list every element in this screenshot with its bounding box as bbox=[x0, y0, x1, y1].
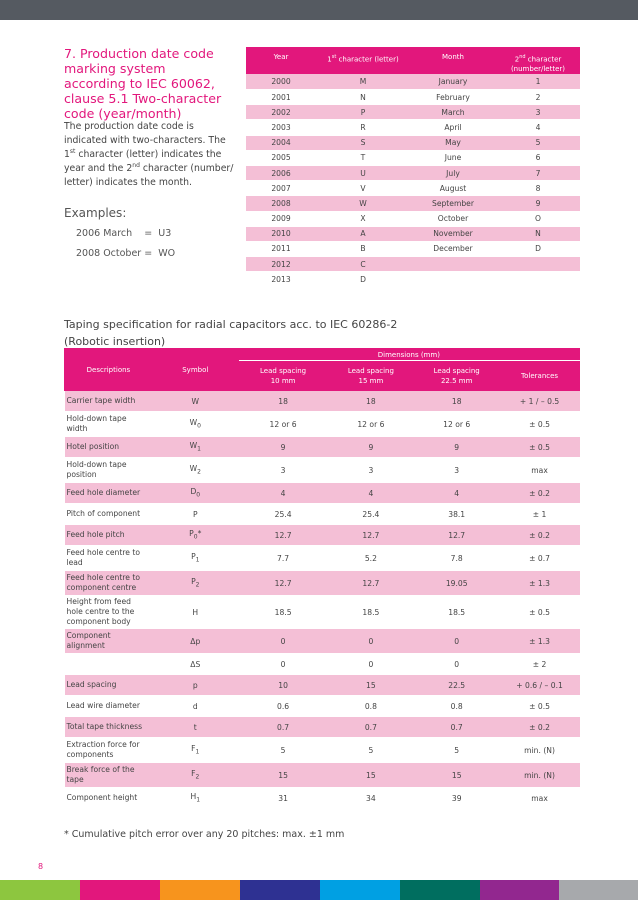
cell-year: 2003 bbox=[246, 120, 316, 135]
cell-lead-22-5: 3 bbox=[414, 458, 500, 483]
col-header-year: Year bbox=[246, 47, 316, 74]
cell-lead-22-5: 9 bbox=[414, 437, 500, 458]
cell-description bbox=[65, 654, 153, 675]
text: 10 mm bbox=[270, 376, 296, 385]
table-row bbox=[246, 135, 580, 150]
cell-lead-10: 12.7 bbox=[238, 525, 328, 546]
cell-second-character: 3 bbox=[496, 105, 580, 120]
footer-color-block bbox=[160, 880, 240, 900]
table-row bbox=[246, 150, 580, 165]
col-header-lead-15 bbox=[328, 361, 414, 391]
cell-lead-22-5: 12.7 bbox=[414, 525, 500, 546]
taping-spec-body bbox=[65, 391, 580, 809]
cell-symbol bbox=[152, 437, 238, 458]
cell-description: Component height bbox=[65, 788, 153, 809]
footer-color-block bbox=[0, 880, 80, 900]
cell-first-character: V bbox=[316, 181, 410, 196]
cell-description: Height from feed hole centre to the component body bbox=[65, 596, 153, 629]
cell-lead-10: 0.6 bbox=[238, 696, 328, 717]
cell-lead-22-5: 19.05 bbox=[414, 571, 500, 596]
cell-lead-22-5: 5 bbox=[414, 738, 500, 763]
cell-lead-15: 9 bbox=[328, 437, 414, 458]
cell-lead-22-5: 0.8 bbox=[414, 696, 500, 717]
col-header-second-character bbox=[496, 47, 580, 74]
cell-year: 2005 bbox=[246, 150, 316, 165]
cell-lead-15: 25.4 bbox=[328, 504, 414, 525]
cell-lead-10: 0 bbox=[238, 654, 328, 675]
heading-line: according to IEC 60062, bbox=[64, 76, 215, 91]
cell-first-character: X bbox=[316, 211, 410, 226]
examples-title: Examples: bbox=[64, 206, 127, 220]
table-row bbox=[65, 654, 580, 675]
cell-lead-15: 15 bbox=[328, 763, 414, 788]
heading-line: clause 5.1 Two-character bbox=[64, 91, 222, 106]
table-row bbox=[246, 211, 580, 226]
cell-first-character: C bbox=[316, 257, 410, 272]
cell-year: 2008 bbox=[246, 196, 316, 211]
cell-symbol bbox=[152, 629, 238, 654]
cell-month bbox=[410, 257, 496, 272]
table-row bbox=[246, 105, 580, 120]
cell-year: 2007 bbox=[246, 181, 316, 196]
cell-tolerance: ± 0.5 bbox=[500, 696, 580, 717]
cell-tolerance: ± 0.2 bbox=[500, 483, 580, 504]
symbol-text: W bbox=[191, 396, 200, 406]
col-header-dimensions: Dimensions (mm) bbox=[238, 349, 579, 361]
cell-year: 2011 bbox=[246, 241, 316, 256]
table-row bbox=[65, 717, 580, 738]
text: Lead spacing bbox=[347, 366, 394, 375]
cell-lead-15: 12.7 bbox=[328, 525, 414, 546]
cell-symbol bbox=[152, 546, 238, 571]
symbol-text: H bbox=[190, 792, 197, 802]
cell-lead-10: 18.5 bbox=[238, 596, 328, 629]
footer-color-block bbox=[559, 880, 638, 900]
table-row bbox=[65, 546, 580, 571]
cell-first-character: P bbox=[316, 105, 410, 120]
table-row bbox=[65, 675, 580, 696]
date-code-table bbox=[246, 47, 580, 287]
cell-year: 2001 bbox=[246, 90, 316, 105]
cell-tolerance: min. (N) bbox=[500, 738, 580, 763]
cell-month: July bbox=[410, 165, 496, 180]
symbol-text: H bbox=[192, 607, 199, 617]
cell-symbol bbox=[152, 763, 238, 788]
cell-lead-22-5: 18.5 bbox=[414, 596, 500, 629]
footer-color-block bbox=[240, 880, 320, 900]
cell-tolerance: ± 0.5 bbox=[500, 412, 580, 437]
cell-symbol bbox=[152, 571, 238, 596]
cell-lead-22-5: 18 bbox=[414, 391, 500, 412]
symbol-text: P bbox=[189, 529, 194, 539]
col-header-symbol: Symbol bbox=[152, 349, 238, 391]
heading-line: code (year/month) bbox=[64, 106, 182, 121]
cell-year: 2004 bbox=[246, 135, 316, 150]
table-row bbox=[65, 763, 580, 788]
table-header-row bbox=[65, 349, 580, 361]
cell-first-character: W bbox=[316, 196, 410, 211]
cell-month bbox=[410, 272, 496, 287]
symbol-text: d bbox=[192, 701, 198, 711]
cell-symbol bbox=[152, 458, 238, 483]
cell-description: Pitch of component bbox=[65, 504, 153, 525]
cell-second-character bbox=[496, 272, 580, 287]
cell-year: 2006 bbox=[246, 165, 316, 180]
table-row bbox=[246, 226, 580, 241]
cell-lead-15: 0.8 bbox=[328, 696, 414, 717]
cell-lead-22-5: 0 bbox=[414, 629, 500, 654]
cell-tolerance: + 0.6 / – 0.1 bbox=[500, 675, 580, 696]
cell-lead-22-5: 12 or 6 bbox=[414, 412, 500, 437]
cell-lead-22-5: 39 bbox=[414, 788, 500, 809]
text: 2 bbox=[514, 55, 520, 64]
cell-lead-15: 12 or 6 bbox=[328, 412, 414, 437]
cell-lead-22-5: 22.5 bbox=[414, 675, 500, 696]
top-bar bbox=[0, 0, 638, 20]
table-header-row bbox=[246, 47, 580, 74]
cell-tolerance: ± 0.5 bbox=[500, 596, 580, 629]
cell-first-character: A bbox=[316, 226, 410, 241]
cell-lead-22-5: 38.1 bbox=[414, 504, 500, 525]
example-row: 2008 October = WO bbox=[76, 248, 176, 259]
col-header-first-character bbox=[316, 47, 410, 74]
cell-symbol bbox=[152, 412, 238, 437]
cell-year: 2002 bbox=[246, 105, 316, 120]
taping-title-line: Taping specification for radial capacitors acc. to IEC 60286-2 bbox=[64, 318, 398, 331]
symbol-text: D bbox=[190, 487, 197, 497]
cell-tolerance: ± 2 bbox=[500, 654, 580, 675]
taping-spec-table bbox=[64, 348, 580, 809]
cell-description: Feed hole centre to lead bbox=[65, 546, 153, 571]
description-line bbox=[64, 148, 236, 162]
table-row bbox=[65, 629, 580, 654]
cell-second-character: 7 bbox=[496, 165, 580, 180]
footer-color-block bbox=[400, 880, 480, 900]
symbol-subscript: 2 bbox=[195, 581, 200, 589]
cell-tolerance: min. (N) bbox=[500, 763, 580, 788]
cell-description: Feed hole diameter bbox=[65, 483, 153, 504]
symbol-subscript: 1 bbox=[195, 556, 200, 564]
superscript: nd bbox=[519, 54, 526, 60]
table-row bbox=[65, 458, 580, 483]
text: year and the 2 bbox=[64, 163, 133, 174]
description-paragraph bbox=[64, 120, 236, 190]
heading-line: 7. Production date code bbox=[64, 46, 214, 61]
cell-symbol bbox=[152, 788, 238, 809]
cell-second-character: N bbox=[496, 226, 580, 241]
cell-tolerance: ± 1.3 bbox=[500, 571, 580, 596]
superscript: st bbox=[331, 54, 337, 60]
cell-lead-10: 12 or 6 bbox=[238, 412, 328, 437]
symbol-text: W bbox=[189, 418, 198, 428]
symbol-subscript: 1 bbox=[197, 445, 201, 453]
cell-lead-10: 9 bbox=[238, 437, 328, 458]
cell-lead-22-5: 7.8 bbox=[414, 546, 500, 571]
symbol-text: t bbox=[193, 722, 197, 732]
section-heading bbox=[64, 46, 244, 121]
text: character (letter) bbox=[336, 55, 399, 64]
table-row bbox=[65, 571, 580, 596]
cell-symbol bbox=[152, 504, 238, 525]
text: 1 bbox=[327, 55, 332, 64]
cell-tolerance: ± 1.3 bbox=[500, 629, 580, 654]
symbol-text: Δp bbox=[190, 636, 201, 646]
cell-year: 2013 bbox=[246, 272, 316, 287]
cell-first-character: M bbox=[316, 74, 410, 89]
text: 22.5 mm bbox=[440, 376, 473, 385]
cell-second-character: O bbox=[496, 211, 580, 226]
table-row bbox=[65, 391, 580, 412]
cell-lead-22-5: 0.7 bbox=[414, 717, 500, 738]
cell-second-character: 1 bbox=[496, 74, 580, 89]
symbol-text: F bbox=[191, 744, 196, 754]
table-row bbox=[65, 437, 580, 458]
cell-description: Carrier tape width bbox=[65, 391, 153, 412]
cell-lead-10: 18 bbox=[238, 391, 328, 412]
symbol-suffix: * bbox=[197, 529, 202, 539]
cell-month: September bbox=[410, 196, 496, 211]
date-code-body bbox=[246, 74, 580, 287]
cell-second-character: 8 bbox=[496, 181, 580, 196]
footer-color-block bbox=[480, 880, 559, 900]
table-row bbox=[246, 257, 580, 272]
cell-tolerance: ± 0.7 bbox=[500, 546, 580, 571]
cell-tolerance: max bbox=[500, 458, 580, 483]
cell-symbol bbox=[152, 654, 238, 675]
col-header-descriptions: Descriptions bbox=[65, 349, 153, 391]
symbol-subscript: 2 bbox=[195, 773, 200, 781]
footer-color-block bbox=[320, 880, 400, 900]
example-row: 2006 March = U3 bbox=[76, 228, 172, 239]
cell-lead-22-5: 4 bbox=[414, 483, 500, 504]
cell-description: Hotel position bbox=[65, 437, 153, 458]
cell-lead-15: 5 bbox=[328, 738, 414, 763]
table-row bbox=[65, 788, 580, 809]
cell-first-character: S bbox=[316, 135, 410, 150]
col-header-tolerances: Tolerances bbox=[500, 361, 580, 391]
cell-symbol bbox=[152, 717, 238, 738]
description-line: letter) indicates the month. bbox=[64, 177, 192, 188]
cell-lead-10: 15 bbox=[238, 763, 328, 788]
taping-title bbox=[64, 316, 484, 350]
table-row bbox=[246, 196, 580, 211]
cell-lead-15: 3 bbox=[328, 458, 414, 483]
cell-lead-15: 5.2 bbox=[328, 546, 414, 571]
cell-description: Hold-down tape width bbox=[65, 412, 153, 437]
table-row bbox=[65, 525, 580, 546]
cell-lead-15: 15 bbox=[328, 675, 414, 696]
cell-second-character: 6 bbox=[496, 150, 580, 165]
cell-month: December bbox=[410, 241, 496, 256]
cell-lead-22-5: 15 bbox=[414, 763, 500, 788]
cell-symbol bbox=[152, 738, 238, 763]
text: 1 bbox=[64, 149, 70, 160]
cell-lead-10: 0 bbox=[238, 629, 328, 654]
cell-year: 2000 bbox=[246, 74, 316, 89]
text: character (number/ bbox=[139, 163, 234, 174]
cell-description: Lead spacing bbox=[65, 675, 153, 696]
table-row bbox=[246, 90, 580, 105]
heading-line: marking system bbox=[64, 61, 166, 76]
cell-lead-15: 0 bbox=[328, 654, 414, 675]
cell-month: October bbox=[410, 211, 496, 226]
symbol-subscript: 2 bbox=[197, 468, 201, 476]
cell-lead-10: 4 bbox=[238, 483, 328, 504]
table-row bbox=[246, 272, 580, 287]
text: character (letter) indicates the bbox=[75, 149, 222, 160]
cell-lead-15: 34 bbox=[328, 788, 414, 809]
cell-symbol bbox=[152, 525, 238, 546]
table-row bbox=[246, 74, 580, 89]
cell-month: May bbox=[410, 135, 496, 150]
text: Lead spacing bbox=[433, 366, 480, 375]
cell-tolerance: ± 1 bbox=[500, 504, 580, 525]
cell-lead-10: 5 bbox=[238, 738, 328, 763]
cell-description: Component alignment bbox=[65, 629, 153, 654]
cell-tolerance: max bbox=[500, 788, 580, 809]
cell-second-character: 4 bbox=[496, 120, 580, 135]
cell-symbol bbox=[152, 696, 238, 717]
cell-year: 2010 bbox=[246, 226, 316, 241]
cell-description: Extraction force for components bbox=[65, 738, 153, 763]
symbol-text: F bbox=[191, 769, 196, 779]
description-line: The production date code is bbox=[64, 121, 194, 132]
text: character bbox=[525, 55, 562, 64]
cell-description: Feed hole pitch bbox=[65, 525, 153, 546]
col-header-month: Month bbox=[410, 47, 496, 74]
taping-title-line: (Robotic insertion) bbox=[64, 335, 166, 348]
cell-month: November bbox=[410, 226, 496, 241]
cell-lead-15: 18 bbox=[328, 391, 414, 412]
cell-lead-10: 7.7 bbox=[238, 546, 328, 571]
cell-lead-10: 12.7 bbox=[238, 571, 328, 596]
table-row bbox=[65, 696, 580, 717]
cell-first-character: D bbox=[316, 272, 410, 287]
cell-lead-15: 18.5 bbox=[328, 596, 414, 629]
symbol-subscript: 0 bbox=[197, 422, 201, 430]
cell-symbol bbox=[152, 675, 238, 696]
cell-first-character: T bbox=[316, 150, 410, 165]
col-header-lead-22-5 bbox=[414, 361, 500, 391]
symbol-text: ΔS bbox=[190, 659, 201, 669]
cell-month: January bbox=[410, 74, 496, 89]
symbol-subscript: 0 bbox=[193, 533, 198, 541]
cell-second-character: 2 bbox=[496, 90, 580, 105]
cell-second-character: 5 bbox=[496, 135, 580, 150]
cell-year: 2009 bbox=[246, 211, 316, 226]
table-row bbox=[246, 181, 580, 196]
cell-lead-15: 12.7 bbox=[328, 571, 414, 596]
cell-second-character: 9 bbox=[496, 196, 580, 211]
cell-first-character: N bbox=[316, 90, 410, 105]
table-row bbox=[65, 504, 580, 525]
table-row bbox=[65, 412, 580, 437]
cell-first-character: B bbox=[316, 241, 410, 256]
description-line bbox=[64, 162, 236, 176]
col-header-lead-10 bbox=[238, 361, 328, 391]
symbol-text: W bbox=[189, 441, 198, 451]
cell-tolerance: + 1 / – 0.5 bbox=[500, 391, 580, 412]
superscript: st bbox=[69, 147, 76, 155]
cell-second-character bbox=[496, 257, 580, 272]
cell-tolerance: ± 0.5 bbox=[500, 437, 580, 458]
cell-description: Break force of the tape bbox=[65, 763, 153, 788]
cell-first-character: R bbox=[316, 120, 410, 135]
cell-month: March bbox=[410, 105, 496, 120]
text: 15 mm bbox=[358, 376, 384, 385]
cell-lead-10: 0.7 bbox=[238, 717, 328, 738]
cell-lead-10: 10 bbox=[238, 675, 328, 696]
cell-description: Hold-down tape position bbox=[65, 458, 153, 483]
footer-color-block bbox=[80, 880, 160, 900]
cell-symbol bbox=[152, 596, 238, 629]
cell-tolerance: ± 0.2 bbox=[500, 525, 580, 546]
cell-lead-15: 0 bbox=[328, 629, 414, 654]
cell-tolerance: ± 0.2 bbox=[500, 717, 580, 738]
symbol-text: p bbox=[192, 680, 198, 690]
cell-lead-22-5: 0 bbox=[414, 654, 500, 675]
page-number: 8 bbox=[38, 862, 44, 871]
symbol-text: P bbox=[192, 509, 198, 519]
cell-description: Total tape thickness bbox=[65, 717, 153, 738]
symbol-subscript: 0 bbox=[196, 491, 201, 499]
cell-lead-15: 0.7 bbox=[328, 717, 414, 738]
footnote: * Cumulative pitch error over any 20 pitches: max. ±1 mm bbox=[64, 829, 345, 840]
symbol-text: W bbox=[189, 464, 198, 474]
symbol-subscript: 1 bbox=[196, 796, 201, 804]
cell-lead-10: 31 bbox=[238, 788, 328, 809]
cell-first-character: U bbox=[316, 165, 410, 180]
cell-lead-15: 4 bbox=[328, 483, 414, 504]
table-row bbox=[65, 738, 580, 763]
superscript: nd bbox=[132, 161, 140, 169]
symbol-subscript: 1 bbox=[195, 748, 200, 756]
table-row bbox=[246, 241, 580, 256]
cell-year: 2012 bbox=[246, 257, 316, 272]
cell-month: February bbox=[410, 90, 496, 105]
cell-symbol bbox=[152, 391, 238, 412]
cell-symbol bbox=[152, 483, 238, 504]
table-row bbox=[246, 165, 580, 180]
cell-description: Lead wire diameter bbox=[65, 696, 153, 717]
description-line: indicated with two-characters. The bbox=[64, 135, 226, 146]
text: (number/letter) bbox=[510, 65, 566, 74]
cell-second-character: D bbox=[496, 241, 580, 256]
table-row bbox=[246, 120, 580, 135]
table-row bbox=[65, 483, 580, 504]
footer-color-bar bbox=[0, 880, 638, 900]
symbol-text: P bbox=[191, 552, 196, 562]
cell-month: August bbox=[410, 181, 496, 196]
cell-lead-10: 3 bbox=[238, 458, 328, 483]
cell-month: April bbox=[410, 120, 496, 135]
cell-month: June bbox=[410, 150, 496, 165]
cell-description: Feed hole centre to component centre bbox=[65, 571, 153, 596]
symbol-text: P bbox=[191, 577, 196, 587]
cell-lead-10: 25.4 bbox=[238, 504, 328, 525]
text: Lead spacing bbox=[260, 366, 307, 375]
table-row bbox=[65, 596, 580, 629]
